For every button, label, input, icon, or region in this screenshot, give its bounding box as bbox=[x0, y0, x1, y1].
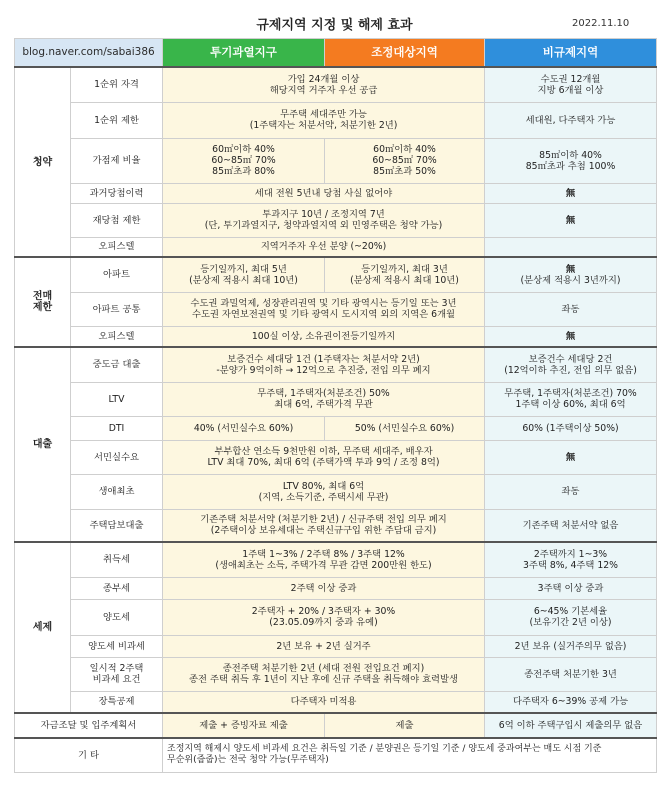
cell-regulated: 100실 이상, 소유권이전등기일까지 bbox=[163, 326, 485, 347]
cell-regulated: 수도권 과밀억제, 성장관리권역 및 기타 광역시는 등기일 또는 3년 수도권 자연보전권역 및 기타 광역시 도시지역 외의 지역은 6개월 bbox=[163, 292, 485, 326]
cell-non-regulated: 6~45% 기본세율 (보유기간 2년 이상) bbox=[485, 599, 657, 635]
cell-non-regulated: 좌동 bbox=[485, 292, 657, 326]
cell-non-regulated: 6억 이하 주택구입시 제출의무 없음 bbox=[485, 713, 657, 738]
date-label: 2022.11.10 bbox=[572, 18, 630, 29]
row-label: 아파트 공통 bbox=[71, 292, 163, 326]
row-label: 일시적 2주택 비과세 요건 bbox=[71, 657, 163, 691]
cell-etc-note: 조정지역 해제시 양도세 비과세 요건은 취득일 기준 / 분양권은 등기일 기준 / 양도세 중과여부는 매도 시점 기준 무순위(줍줍)는 전국 청약 가능(무주택자) bbox=[163, 738, 657, 772]
cell-non-regulated: 85㎡이하 40% 85㎡초과 추첨 100% bbox=[485, 138, 657, 183]
cell-regulated: 가입 24개월 이상 해당지역 거주자 우선 공급 bbox=[163, 67, 485, 102]
row-label: 과거당첨이력 bbox=[71, 183, 163, 203]
cell-speculation: 제출 + 증빙자료 제출 bbox=[163, 713, 325, 738]
section-cheongyak: 청약 bbox=[15, 67, 71, 257]
row-label: LTV bbox=[71, 382, 163, 416]
header-non-regulated: 비규제지역 bbox=[485, 39, 657, 68]
cell-regulated: 종전주택 처분기한 2년 (세대 전원 전입요건 폐지) 종전 주택 취득 후 1년이 지난 후에 신규 주택을 취득해야 효력발생 bbox=[163, 657, 485, 691]
header-adjustment-zone: 조정대상지역 bbox=[325, 39, 485, 68]
cell-regulated: LTV 80%, 최대 6억 (지역, 소득기준, 주택시세 무관) bbox=[163, 474, 485, 509]
cell-non-regulated: 3주택 이상 중과 bbox=[485, 577, 657, 599]
row-label-etc: 기 타 bbox=[15, 738, 163, 772]
cell-speculation: 60㎡이하 40% 60~85㎡ 70% 85㎡초과 80% bbox=[163, 138, 325, 183]
cell-speculation: 40% (서민실수요 60%) bbox=[163, 416, 325, 440]
cell-non-regulated: 2주택까지 1~3% 3주택 8%, 4주택 12% bbox=[485, 542, 657, 577]
cell-regulated: 부부합산 연소득 9천만원 이하, 무주택 세대주, 배우자 LTV 최대 70%, 최대 6억 (주택가액 투과 9억 / 조정 8억) bbox=[163, 440, 485, 474]
row-label: 주택담보대출 bbox=[71, 509, 163, 542]
regulation-table bbox=[14, 38, 657, 773]
cell-non-regulated: 無 bbox=[485, 440, 657, 474]
cell-regulated: 2주택자 + 20% / 3주택자 + 30% (23.05.09까지 중과 유예) bbox=[163, 599, 485, 635]
row-label: 오피스텔 bbox=[71, 237, 163, 257]
row-label: 장특공제 bbox=[71, 691, 163, 713]
cell-non-regulated bbox=[485, 237, 657, 257]
row-label: 오피스텔 bbox=[71, 326, 163, 347]
row-label: 재당첨 제한 bbox=[71, 203, 163, 237]
cell-regulated: 1주택 1~3% / 2주택 8% / 3주택 12% (생애최초는 소득, 주택가격 무관 감면 200만원 한도) bbox=[163, 542, 485, 577]
cell-non-regulated: 종전주택 처분기한 3년 bbox=[485, 657, 657, 691]
cell-regulated: 2주택 이상 중과 bbox=[163, 577, 485, 599]
row-label-funding-plan: 자금조달 및 입주계획서 bbox=[15, 713, 163, 738]
cell-non-regulated: 2년 보유 (실거주의무 없음) bbox=[485, 635, 657, 657]
row-label: 양도세 비과세 bbox=[71, 635, 163, 657]
cell-adjustment: 50% (서민실수요 60%) bbox=[325, 416, 485, 440]
row-label: 1순위 제한 bbox=[71, 102, 163, 138]
row-label: DTI bbox=[71, 416, 163, 440]
cell-non-regulated: 보증건수 세대당 2건 (12억이하 추진, 전입 의무 없음) bbox=[485, 347, 657, 382]
cell-regulated: 기존주택 처분서약 (처분기한 2년) / 신규주택 전입 의무 폐지 (2주택이상 보유세대는 주택신규구입 위한 주담대 금지) bbox=[163, 509, 485, 542]
cell-regulated: 다주택자 미적용 bbox=[163, 691, 485, 713]
row-label: 1순위 자격 bbox=[71, 67, 163, 102]
cell-non-regulated: 無 bbox=[485, 326, 657, 347]
row-label: 종부세 bbox=[71, 577, 163, 599]
section-loan: 대출 bbox=[15, 347, 71, 542]
cell-non-regulated: 수도권 12개월 지방 6개월 이상 bbox=[485, 67, 657, 102]
cell-adjustment: 60㎡이하 40% 60~85㎡ 70% 85㎡초과 50% bbox=[325, 138, 485, 183]
cell-non-regulated: 60% (1주택이상 50%) bbox=[485, 416, 657, 440]
source-header: blog.naver.com/sabai386 bbox=[15, 39, 163, 68]
cell-non-regulated: 무주택, 1주택자(처분조건) 70% 1주택 이상 60%, 최대 6억 bbox=[485, 382, 657, 416]
row-label: 취득세 bbox=[71, 542, 163, 577]
cell-regulated: 2년 보유 + 2년 실거주 bbox=[163, 635, 485, 657]
row-label: 가점제 비율 bbox=[71, 138, 163, 183]
row-label: 생애최초 bbox=[71, 474, 163, 509]
cell-non-regulated: 無 bbox=[485, 183, 657, 203]
row-label: 서민실수요 bbox=[71, 440, 163, 474]
section-jeonmae: 전매 제한 bbox=[15, 257, 71, 347]
cell-regulated: 지역거주자 우선 분양 (~20%) bbox=[163, 237, 485, 257]
cell-adjustment: 등기일까지, 최대 3년 (분상제 적용시 최대 10년) bbox=[325, 257, 485, 292]
cell-speculation: 등기일까지, 최대 5년 (분상제 적용시 최대 10년) bbox=[163, 257, 325, 292]
cell-regulated: 세대 전원 5년내 당첨 사실 없어야 bbox=[163, 183, 485, 203]
cell-regulated: 무주택 세대주만 가능 (1주택자는 처분서약, 처분기한 2년) bbox=[163, 102, 485, 138]
cell-regulated: 투과지구 10년 / 조정지역 7년 (단, 투기과열지구, 청약과열지역 외 민영주택은 청약 가능) bbox=[163, 203, 485, 237]
cell-adjustment: 제출 bbox=[325, 713, 485, 738]
cell-non-regulated: 無 bbox=[485, 203, 657, 237]
cell-non-regulated: 좌동 bbox=[485, 474, 657, 509]
page-title: 규제지역 지정 및 해제 효과 bbox=[256, 18, 413, 33]
cell-regulated: 보증건수 세대당 1건 (1주택자는 처분서약 2년) -분양가 9억이하 → 12억으로 추진중, 전입 의무 폐지 bbox=[163, 347, 485, 382]
header-speculation-zone: 투기과열지구 bbox=[163, 39, 325, 68]
row-label: 양도세 bbox=[71, 599, 163, 635]
row-label: 아파트 bbox=[71, 257, 163, 292]
cell-non-regulated: 다주택자 6~39% 공제 가능 bbox=[485, 691, 657, 713]
cell-regulated: 무주택, 1주택자(처분조건) 50% 최대 6억, 주택가격 무관 bbox=[163, 382, 485, 416]
cell-non-regulated: 세대원, 다주택자 가능 bbox=[485, 102, 657, 138]
cell-non-regulated: 기존주택 처분서약 없음 bbox=[485, 509, 657, 542]
section-tax: 세제 bbox=[15, 542, 71, 713]
row-label: 중도금 대출 bbox=[71, 347, 163, 382]
cell-non-regulated: 無 (분상제 적용시 3년까지) bbox=[485, 257, 657, 292]
